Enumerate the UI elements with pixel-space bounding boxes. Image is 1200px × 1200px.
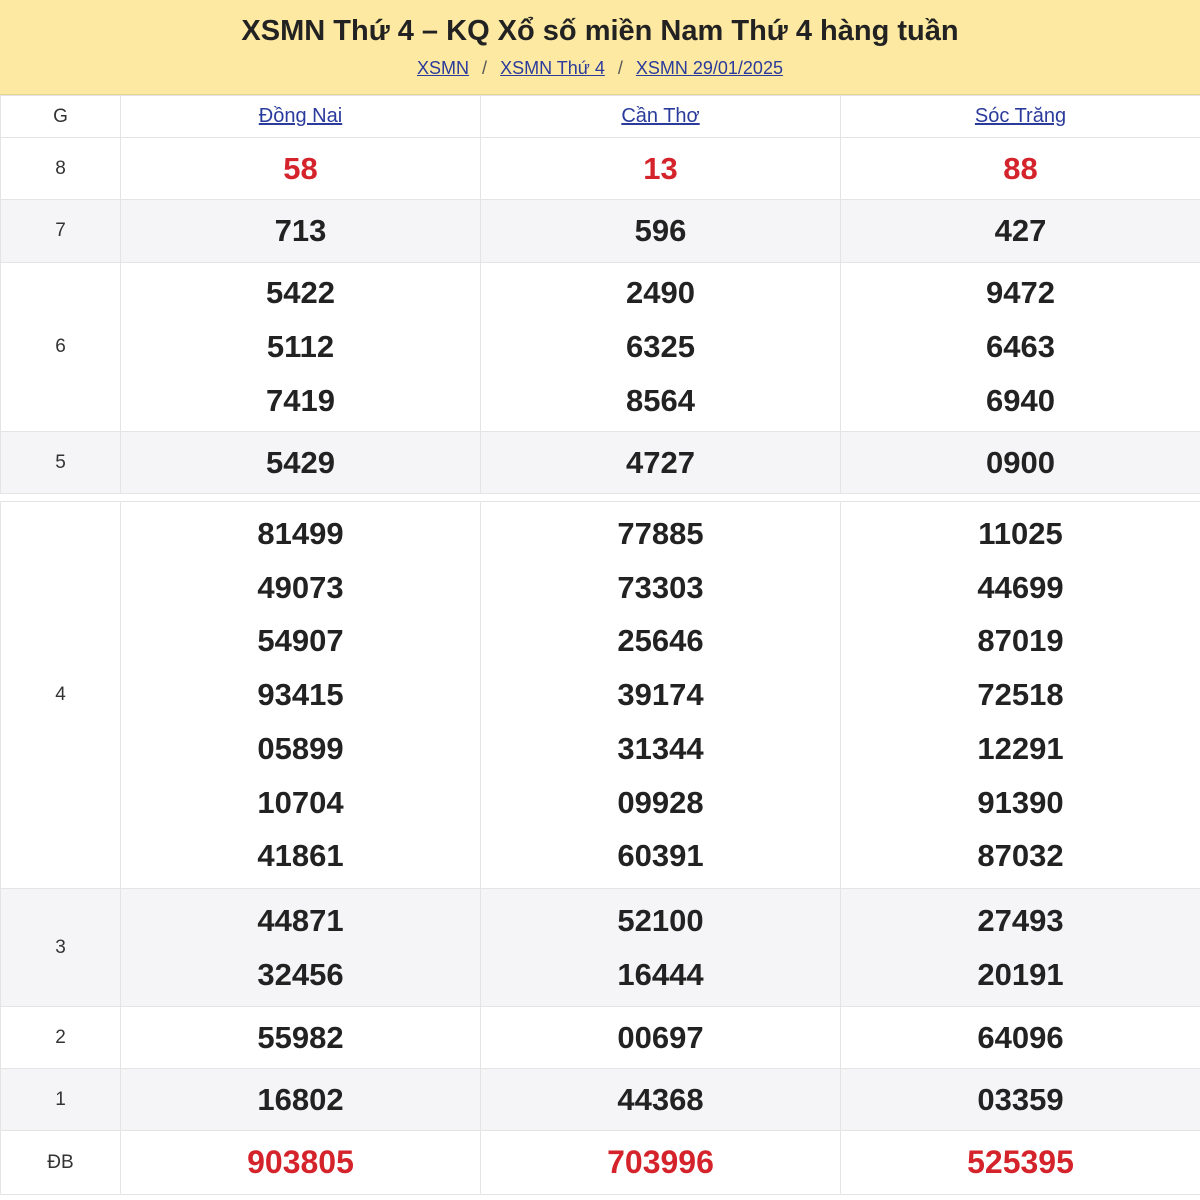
result-cell xyxy=(841,1131,1200,1195)
prize-label: 1 xyxy=(1,1069,121,1131)
winning-number: 91390 xyxy=(977,784,1064,820)
section-gap xyxy=(1,494,1200,502)
result-cell xyxy=(481,1131,841,1195)
winning-number: 31344 xyxy=(617,730,704,766)
prize-row-g3 xyxy=(1,889,1200,1007)
result-cell xyxy=(121,502,481,889)
prize-label: 3 xyxy=(1,889,121,1007)
winning-number: 55982 xyxy=(257,1019,344,1055)
winning-number: 596 xyxy=(634,213,687,249)
winning-number: 25646 xyxy=(617,623,704,659)
province-header-dong-nai xyxy=(121,96,481,138)
winning-number: 5429 xyxy=(266,444,335,480)
result-cell xyxy=(481,1069,841,1131)
winning-number: 05899 xyxy=(257,730,344,766)
winning-number: 64096 xyxy=(977,1019,1064,1055)
winning-number: 8564 xyxy=(626,382,695,418)
winning-number: 6463 xyxy=(986,329,1055,365)
winning-number: 9472 xyxy=(986,275,1055,311)
page-title: XSMN Thứ 4 – KQ Xổ số miền Nam Thứ 4 hàng tuần xyxy=(241,15,959,47)
result-cell xyxy=(841,138,1200,200)
result-cell xyxy=(481,200,841,263)
result-cell xyxy=(481,1007,841,1069)
prize-row-special xyxy=(1,1131,1200,1195)
result-cell xyxy=(121,889,481,1007)
result-cell xyxy=(841,200,1200,263)
result-cell xyxy=(121,1069,481,1131)
prize-label: 4 xyxy=(1,502,121,889)
result-cell xyxy=(841,263,1200,432)
winning-number: 7419 xyxy=(266,382,335,418)
winning-number: 88 xyxy=(1003,150,1038,186)
winning-number: 49073 xyxy=(257,569,344,605)
prize-row-g4 xyxy=(1,502,1200,889)
winning-number: 4727 xyxy=(626,444,695,480)
prize-column-header: G xyxy=(1,96,121,138)
winning-number: 713 xyxy=(274,213,327,249)
winning-number: 427 xyxy=(994,213,1047,249)
winning-number: 525395 xyxy=(967,1143,1074,1180)
breadcrumb xyxy=(0,58,1200,78)
results-table xyxy=(0,95,1200,1195)
prize-row-g5 xyxy=(1,432,1200,494)
result-cell xyxy=(121,200,481,263)
winning-number: 03359 xyxy=(977,1081,1064,1117)
winning-number: 87032 xyxy=(977,838,1064,874)
winning-number: 60391 xyxy=(617,838,704,874)
province-link-soc-trang[interactable]: Sóc Trăng xyxy=(974,105,1067,127)
prize-row-g8 xyxy=(1,138,1200,200)
result-cell xyxy=(481,889,841,1007)
winning-number: 6940 xyxy=(986,382,1055,418)
winning-number: 27493 xyxy=(977,902,1064,938)
winning-number: 73303 xyxy=(617,569,704,605)
winning-number: 81499 xyxy=(257,516,344,552)
result-cell xyxy=(841,432,1200,494)
result-cell xyxy=(481,432,841,494)
winning-number: 0900 xyxy=(986,444,1055,480)
prize-row-g2 xyxy=(1,1007,1200,1069)
winning-number: 12291 xyxy=(977,730,1064,766)
prize-row-g1 xyxy=(1,1069,1200,1131)
winning-number: 44368 xyxy=(617,1081,704,1117)
prize-label: 7 xyxy=(1,200,121,263)
breadcrumb-separator: / xyxy=(617,58,623,78)
result-cell xyxy=(481,138,841,200)
winning-number: 13 xyxy=(643,150,678,186)
prize-label: 5 xyxy=(1,432,121,494)
winning-number: 32456 xyxy=(257,956,344,992)
result-cell xyxy=(121,263,481,432)
breadcrumb-separator: / xyxy=(482,58,488,78)
winning-number: 44871 xyxy=(257,902,344,938)
winning-number: 77885 xyxy=(617,516,704,552)
winning-number: 5422 xyxy=(266,275,335,311)
winning-number: 5112 xyxy=(266,329,335,365)
province-header-can-tho xyxy=(481,96,841,138)
winning-number: 44699 xyxy=(977,569,1064,605)
winning-number: 72518 xyxy=(977,677,1064,713)
winning-number: 52100 xyxy=(617,902,704,938)
breadcrumb-link-xsmn-thu-4[interactable]: XSMN Thứ 4 xyxy=(500,58,605,78)
result-cell xyxy=(841,1069,1200,1131)
result-cell xyxy=(841,889,1200,1007)
prize-label: ĐB xyxy=(1,1131,121,1195)
winning-number: 54907 xyxy=(257,623,344,659)
province-header-soc-trang xyxy=(841,96,1200,138)
result-cell xyxy=(121,432,481,494)
winning-number: 10704 xyxy=(257,784,344,820)
prize-label: 2 xyxy=(1,1007,121,1069)
prize-row-g7 xyxy=(1,200,1200,263)
result-cell xyxy=(841,502,1200,889)
winning-number: 00697 xyxy=(617,1019,704,1055)
winning-number: 09928 xyxy=(617,784,704,820)
breadcrumb-link-xsmn[interactable]: XSMN xyxy=(417,58,470,78)
winning-number: 41861 xyxy=(257,838,344,874)
winning-number: 2490 xyxy=(626,275,695,311)
result-cell xyxy=(121,138,481,200)
result-cell xyxy=(121,1007,481,1069)
winning-number: 20191 xyxy=(977,956,1064,992)
province-link-dong-nai[interactable]: Đồng Nai xyxy=(258,105,343,127)
page-header xyxy=(0,0,1200,95)
result-cell xyxy=(481,502,841,889)
winning-number: 16444 xyxy=(617,956,704,992)
winning-number: 16802 xyxy=(257,1081,344,1117)
result-cell xyxy=(121,1131,481,1195)
winning-number: 39174 xyxy=(617,677,704,713)
winning-number: 93415 xyxy=(257,677,344,713)
winning-number: 6325 xyxy=(626,329,695,365)
prize-row-g6 xyxy=(1,263,1200,432)
winning-number: 703996 xyxy=(607,1143,714,1180)
winning-number: 11025 xyxy=(978,516,1063,552)
result-cell xyxy=(481,263,841,432)
prize-label: 6 xyxy=(1,263,121,432)
prize-label: 8 xyxy=(1,138,121,200)
province-link-can-tho[interactable]: Cần Thơ xyxy=(621,105,700,127)
breadcrumb-link-xsmn-date[interactable]: XSMN 29/01/2025 xyxy=(635,58,783,78)
winning-number: 903805 xyxy=(247,1143,354,1180)
winning-number: 87019 xyxy=(977,623,1064,659)
winning-number: 58 xyxy=(283,150,318,186)
result-cell xyxy=(841,1007,1200,1069)
